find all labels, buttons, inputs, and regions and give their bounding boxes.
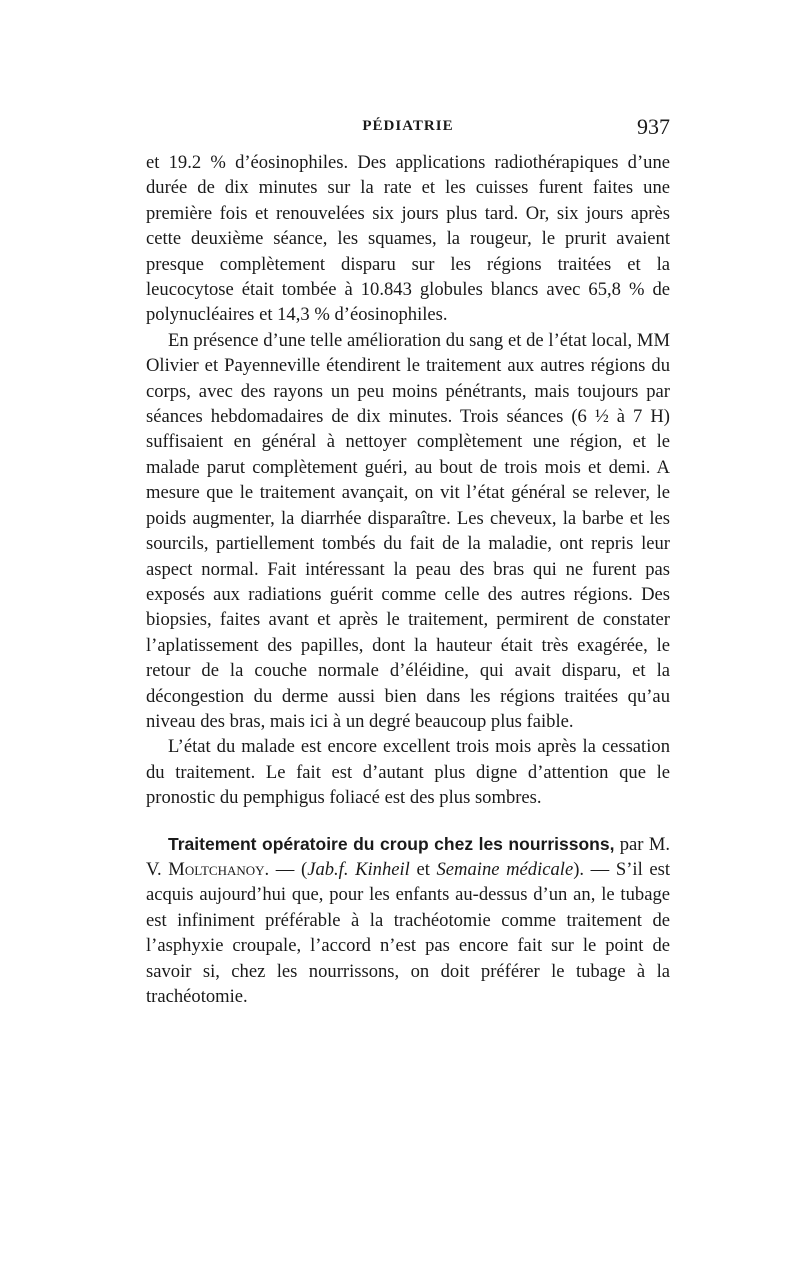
body-text: [146, 150, 670, 1009]
article-croup: [146, 832, 670, 1010]
article-by: par: [619, 833, 644, 855]
page-number: 937: [637, 114, 670, 139]
author-initial: M. V.: [146, 833, 670, 880]
source-journal-2: Semaine médicale: [436, 858, 574, 880]
author-name: Moltchanoy.: [168, 858, 270, 880]
article-title: Traitement opératoire du croup chez les nourrissons,: [168, 833, 615, 854]
running-head: [146, 114, 670, 144]
source-open: (: [300, 858, 308, 880]
source-journal: Jab.f. Kinheil: [307, 858, 410, 880]
paragraph-treatment-extension: En présence d’une telle amélioration du sang et de l’état local, MM Olivier et Payenneville étendirent le traitement aux autres régions du corps, avec des rayons un peu moins pénétrants, mais toujours par séances hebdomadaires de dix minutes. Trois séances (6 ½ à 7 H) suffisaient en général à nettoyer complètement une région, et le malade parut complètement guéri, au bout de trois mois et demi. A mesure que le traitement avançait, on vit l’état général se relever, le poids augmenter, la diarrhée disparaître. Les cheveux, la barbe et les sourcils, partiellement tombés du fait de la maladie, ont repris leur aspect normal. Fait intéressant la peau des bras qui ne furent pas exposés aux radiations guérit comme celle des autres régions. Des biopsies, faites avant et après le traitement, permirent de constater l’aplatissement des papilles, dont la hauteur était très exagérée, le retour de la couche normale d’éléidine, qui avait disparu, et la décongestion du derme aussi bien dans les régions traitées qu’au niveau des bras, mais ici à un degré beaucoup plus faible.: [146, 329, 670, 732]
article-body: S’il est acquis aujourd’hui que, pour les enfants au-dessus d’un an, le tubage est infiniment préférable à la trachéotomie comme traitement de l’asphyxie croupale, l’accord n’est pas encore fait sur le point de savoir si, chez les nourrissons, on doit préférer le tubage à la trachéotomie.: [146, 858, 670, 1007]
article-dash: —: [275, 858, 295, 880]
source-and: et: [416, 858, 430, 880]
paragraph-outcome: L’état du malade est encore excellent trois mois après la cessation du traitement. Le fait est d’autant plus digne d’attention que le pronostic du pemphigus foliacé est des plus sombres.: [146, 736, 670, 809]
paragraph-continuation: et 19.2 % d’éosinophiles. Des applications radiothérapiques d’une durée de dix minutes sur la rate et les cuisses furent faites une première fois et renouvelées six jours plus tard. Or, six jours après cette deuxième séance, les squames, la rougeur, le prurit avaient presque complètement disparu sur les régions traitées et la leucocytose était tombée à 10.843 globules blancs avec 65,8 % de polynucléaires et 14,3 % d’éosinophiles.: [146, 152, 670, 326]
source-close: ).: [573, 858, 585, 880]
article-dash-2: —: [590, 858, 610, 880]
running-title: PÉDIATRIE: [362, 118, 454, 134]
